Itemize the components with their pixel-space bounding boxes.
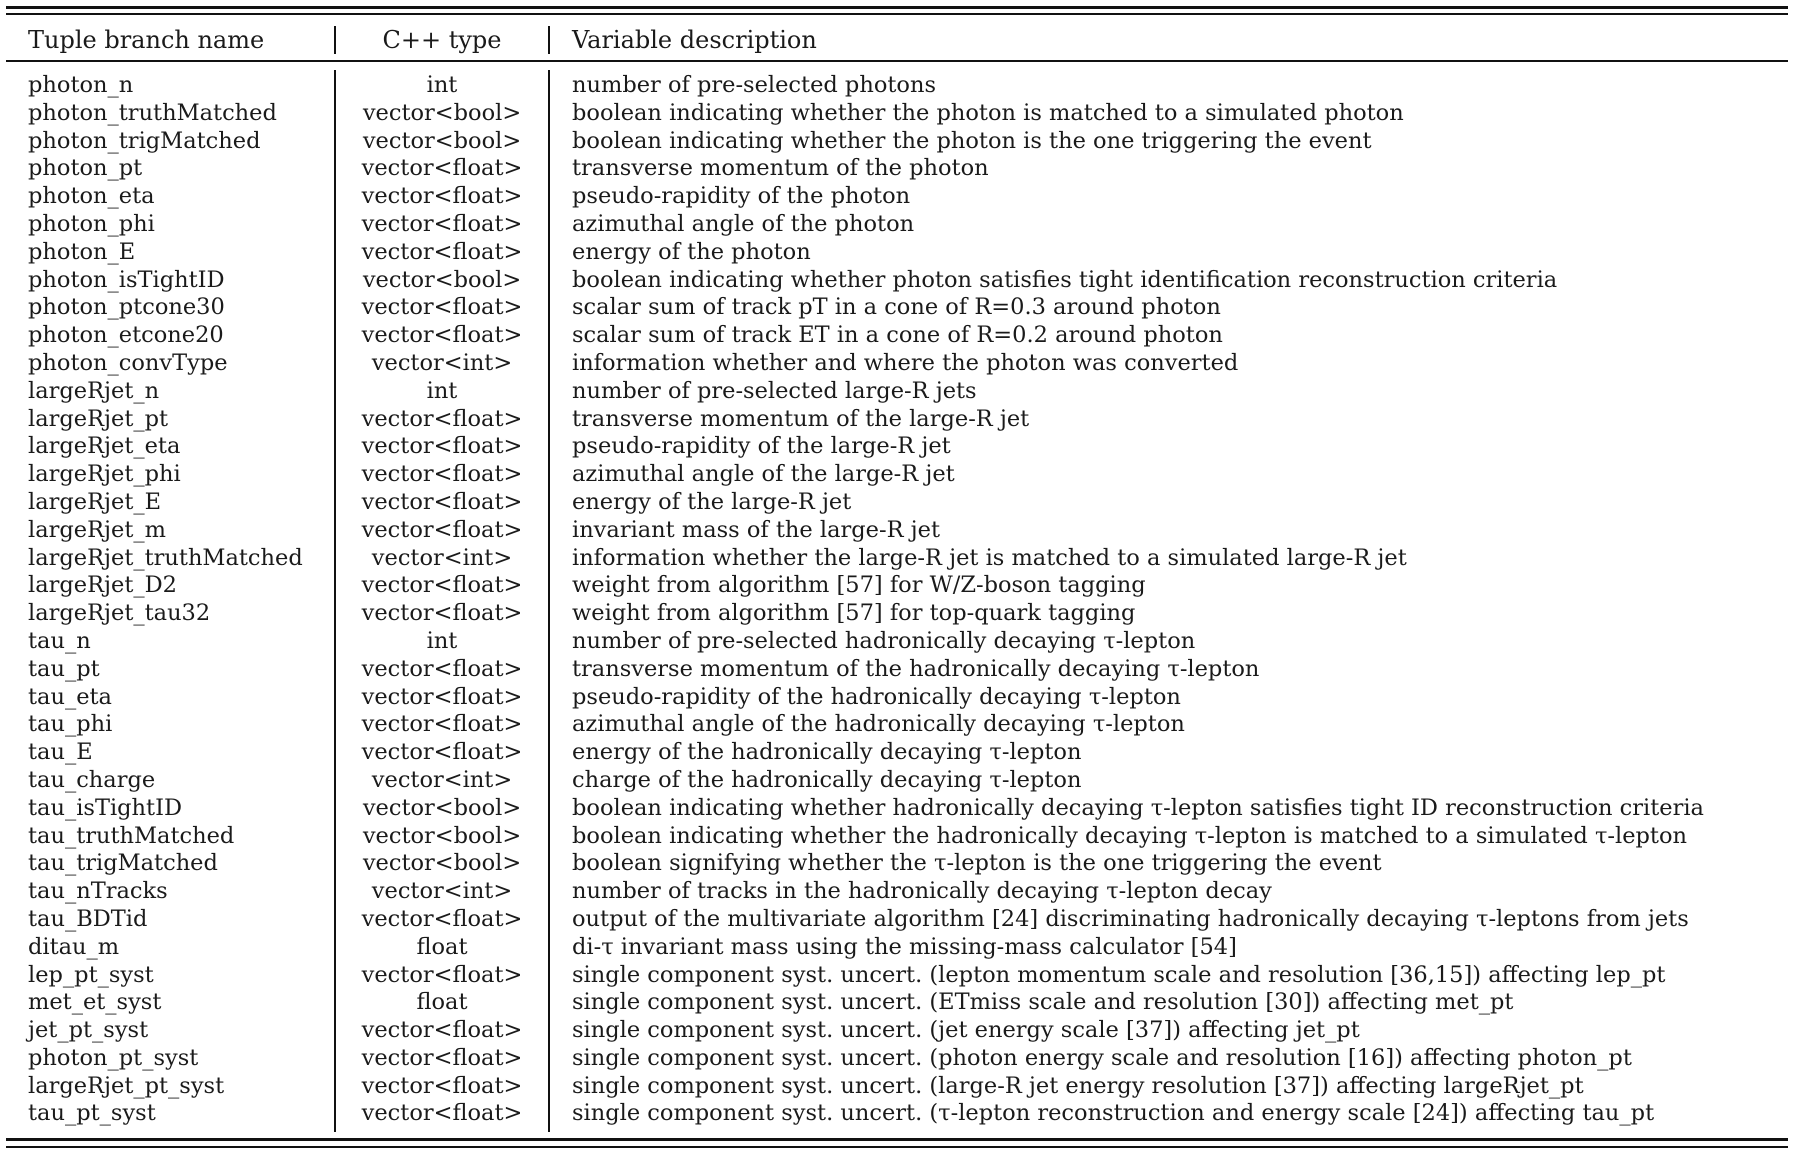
table-row (0, 1045, 1794, 1073)
description-cell: information whether and where the photon was converted (572, 349, 1239, 376)
cpp-type-cell: int (426, 377, 458, 404)
cpp-type-cell: float (416, 933, 468, 960)
description-cell: boolean indicating whether the photon is the one triggering the event (572, 127, 1372, 154)
cpp-type-cell: vector<float> (361, 322, 523, 349)
header-branch-name: Tuple branch name (28, 26, 265, 54)
branch-name-cell: ditau_m (28, 933, 120, 960)
table-row (0, 934, 1794, 962)
branch-name-cell: largeRjet_pt (28, 405, 169, 432)
branch-name-cell: lep_pt_syst (28, 961, 154, 988)
table-row (0, 433, 1794, 461)
branch-name-cell: largeRjet_truthMatched (28, 544, 303, 571)
cpp-type-cell: vector<float> (361, 433, 523, 460)
table-row (0, 823, 1794, 851)
branch-name-cell: tau_nTracks (28, 878, 168, 905)
cpp-type-cell: vector<float> (361, 488, 523, 515)
description-cell: number of tracks in the hadronically decaying τ-lepton decay (572, 878, 1272, 905)
description-cell: energy of the photon (572, 238, 811, 265)
description-cell: pseudo-rapidity of the hadronically decaying τ-lepton (572, 683, 1181, 710)
branch-name-cell: photon_ptcone30 (28, 294, 225, 321)
cpp-type-cell: vector<float> (361, 155, 523, 182)
branch-name-cell: tau_phi (28, 711, 113, 738)
table-row (0, 711, 1794, 739)
description-cell: boolean signifying whether the τ-lepton is the one triggering the event (572, 850, 1382, 877)
table-body (0, 72, 1794, 1128)
table-row (0, 461, 1794, 489)
table-bottom-rule-outer (6, 1138, 1788, 1141)
header-rule (6, 60, 1788, 62)
description-cell: boolean indicating whether photon satisfies tight identification reconstruction criteria (572, 266, 1558, 293)
branch-name-cell: largeRjet_D2 (28, 572, 177, 599)
table-row (0, 767, 1794, 795)
cpp-type-cell: vector<float> (361, 294, 523, 321)
table-row (0, 850, 1794, 878)
branch-name-cell: photon_truthMatched (28, 99, 277, 126)
branch-name-cell: photon_n (28, 72, 134, 98)
cpp-type-cell: vector<int> (371, 544, 513, 571)
description-cell: pseudo-rapidity of the large-R jet (572, 433, 951, 460)
branch-name-cell: photon_E (28, 238, 136, 265)
cpp-type-cell: vector<bool> (362, 99, 522, 126)
header-cpp-type: C++ type (382, 26, 502, 54)
table-row (0, 1100, 1794, 1128)
cpp-type-cell: vector<float> (361, 1100, 523, 1127)
branch-name-cell: tau_BDTid (28, 905, 148, 932)
table-header (0, 24, 1794, 56)
table-top-rule-inner (6, 13, 1788, 15)
cpp-type-cell: vector<float> (361, 210, 523, 237)
branch-name-cell: tau_truthMatched (28, 822, 235, 849)
cpp-type-cell: vector<bool> (362, 822, 522, 849)
description-cell: single component syst. uncert. (photon energy scale and resolution [16]) affecting photon_pt (572, 1044, 1632, 1071)
cpp-type-cell: vector<float> (361, 1072, 523, 1099)
description-cell: azimuthal angle of the photon (572, 210, 915, 237)
cpp-type-cell: vector<int> (371, 766, 513, 793)
table-row (0, 1073, 1794, 1101)
cpp-type-cell: vector<bool> (362, 850, 522, 877)
cpp-type-cell: vector<float> (361, 461, 523, 488)
table-row (0, 739, 1794, 767)
table-row (0, 517, 1794, 545)
branch-name-cell: largeRjet_E (28, 488, 162, 515)
description-cell: information whether the large-R jet is matched to a simulated large-R jet (572, 544, 1407, 571)
description-cell: boolean indicating whether the photon is matched to a simulated photon (572, 99, 1404, 126)
branch-name-cell: tau_eta (28, 683, 112, 710)
table-row (0, 1017, 1794, 1045)
branch-name-cell: photon_pt (28, 155, 143, 182)
cpp-type-cell: vector<float> (361, 739, 523, 766)
table-row (0, 128, 1794, 156)
description-cell: weight from algorithm [57] for W/Z-boson tagging (572, 572, 1146, 599)
branch-name-cell: tau_trigMatched (28, 850, 218, 877)
cpp-type-cell: vector<int> (371, 349, 513, 376)
description-cell: pseudo-rapidity of the photon (572, 183, 911, 210)
cpp-type-cell: vector<float> (361, 683, 523, 710)
table-row (0, 545, 1794, 573)
table-row (0, 211, 1794, 239)
branch-name-cell: largeRjet_tau32 (28, 600, 211, 627)
branch-name-cell: largeRjet_m (28, 516, 166, 543)
branch-name-cell: largeRjet_pt_syst (28, 1072, 225, 1099)
description-cell: di-τ invariant mass using the missing-mass calculator [54] (572, 933, 1237, 960)
description-cell: weight from algorithm [57] for top-quark tagging (572, 600, 1136, 627)
table-row (0, 350, 1794, 378)
branch-name-cell: tau_charge (28, 766, 156, 793)
description-cell: single component syst. uncert. (τ-lepton reconstruction and energy scale [24]) affecting tau_pt (572, 1100, 1655, 1127)
cpp-type-cell: vector<bool> (362, 794, 522, 821)
branch-name-cell: tau_pt (28, 655, 100, 682)
branch-name-cell: photon_isTightID (28, 266, 225, 293)
branch-name-cell: tau_E (28, 739, 93, 766)
table-row (0, 795, 1794, 823)
branch-name-cell: tau_isTightID (28, 794, 183, 821)
description-cell: number of pre-selected photons (572, 72, 936, 98)
table-row (0, 906, 1794, 934)
description-cell: transverse momentum of the photon (572, 155, 989, 182)
cpp-type-cell: vector<float> (361, 1017, 523, 1044)
table-row (0, 322, 1794, 350)
table-row (0, 100, 1794, 128)
description-cell: transverse momentum of the large-R jet (572, 405, 1030, 432)
description-cell: energy of the large-R jet (572, 488, 852, 515)
table-row (0, 378, 1794, 406)
description-cell: energy of the hadronically decaying τ-lepton (572, 739, 1082, 766)
branch-name-cell: met_et_syst (28, 989, 162, 1016)
cpp-type-cell: vector<float> (361, 600, 523, 627)
table-row (0, 600, 1794, 628)
description-cell: azimuthal angle of the large-R jet (572, 461, 955, 488)
branch-name-cell: jet_pt_syst (28, 1017, 149, 1044)
table-row (0, 406, 1794, 434)
cpp-type-cell: vector<float> (361, 961, 523, 988)
cpp-type-cell: vector<bool> (362, 127, 522, 154)
table-row (0, 72, 1794, 100)
cpp-type-cell: vector<bool> (362, 266, 522, 293)
branch-name-cell: photon_etcone20 (28, 322, 224, 349)
description-cell: number of pre-selected large-R jets (572, 377, 977, 404)
table-row (0, 239, 1794, 267)
branch-name-cell: photon_pt_syst (28, 1044, 199, 1071)
cpp-type-cell: vector<float> (361, 405, 523, 432)
description-cell: scalar sum of track ET in a cone of R=0.2 around photon (572, 322, 1223, 349)
description-cell: output of the multivariate algorithm [24] discriminating hadronically decaying τ-leptons from jets (572, 905, 1689, 932)
branch-name-cell: tau_pt_syst (28, 1100, 156, 1127)
description-cell: scalar sum of track pT in a cone of R=0.3 around photon (572, 294, 1221, 321)
description-cell: azimuthal angle of the hadronically decaying τ-lepton (572, 711, 1185, 738)
table-row (0, 656, 1794, 684)
description-cell: single component syst. uncert. (jet energy scale [37]) affecting jet_pt (572, 1017, 1360, 1044)
cpp-type-cell: int (426, 627, 458, 654)
table-row (0, 489, 1794, 517)
cpp-type-cell: float (416, 989, 468, 1016)
table-top-rule-outer (6, 6, 1788, 9)
description-cell: charge of the hadronically decaying τ-lepton (572, 766, 1082, 793)
description-cell: single component syst. uncert. (large-R jet energy resolution [37]) affecting largeRjet_pt (572, 1072, 1584, 1099)
description-cell: single component syst. uncert. (lepton momentum scale and resolution [36,15]) affecting lep_pt (572, 961, 1666, 988)
header-variable-description: Variable description (572, 26, 817, 54)
table-row (0, 183, 1794, 211)
branch-name-cell: photon_phi (28, 210, 155, 237)
column-divider (334, 26, 336, 54)
cpp-type-cell: vector<float> (361, 711, 523, 738)
column-divider (548, 26, 550, 54)
branch-name-cell: tau_n (28, 627, 91, 654)
cpp-type-cell: vector<float> (361, 905, 523, 932)
cpp-type-cell: vector<int> (371, 878, 513, 905)
description-cell: invariant mass of the large-R jet (572, 516, 940, 543)
table-row (0, 878, 1794, 906)
cpp-type-cell: vector<float> (361, 655, 523, 682)
description-cell: single component syst. uncert. (ETmiss scale and resolution [30]) affecting met_pt (572, 989, 1514, 1016)
description-cell: boolean indicating whether the hadronically decaying τ-lepton is matched to a simulated τ-lepton (572, 822, 1688, 849)
table-bottom-rule-inner (6, 1146, 1788, 1148)
table-row (0, 628, 1794, 656)
branch-name-cell: largeRjet_eta (28, 433, 181, 460)
branch-name-cell: largeRjet_phi (28, 461, 181, 488)
table-row (0, 294, 1794, 322)
branch-name-cell: photon_convType (28, 349, 228, 376)
branch-name-cell: photon_eta (28, 183, 155, 210)
cpp-type-cell: vector<float> (361, 1044, 523, 1071)
cpp-type-cell: int (426, 72, 458, 98)
cpp-type-cell: vector<float> (361, 516, 523, 543)
cpp-type-cell: vector<float> (361, 238, 523, 265)
description-cell: boolean indicating whether hadronically decaying τ-lepton satisfies tight ID reconstruction criteria (572, 794, 1704, 821)
table-row (0, 989, 1794, 1017)
description-cell: transverse momentum of the hadronically decaying τ-lepton (572, 655, 1260, 682)
table-row (0, 962, 1794, 990)
table-row (0, 155, 1794, 183)
cpp-type-cell: vector<float> (361, 183, 523, 210)
branch-name-cell: photon_trigMatched (28, 127, 261, 154)
table-row (0, 684, 1794, 712)
description-cell: number of pre-selected hadronically decaying τ-lepton (572, 627, 1196, 654)
cpp-type-cell: vector<float> (361, 572, 523, 599)
table-row (0, 267, 1794, 295)
table-row (0, 572, 1794, 600)
branch-name-cell: largeRjet_n (28, 377, 160, 404)
